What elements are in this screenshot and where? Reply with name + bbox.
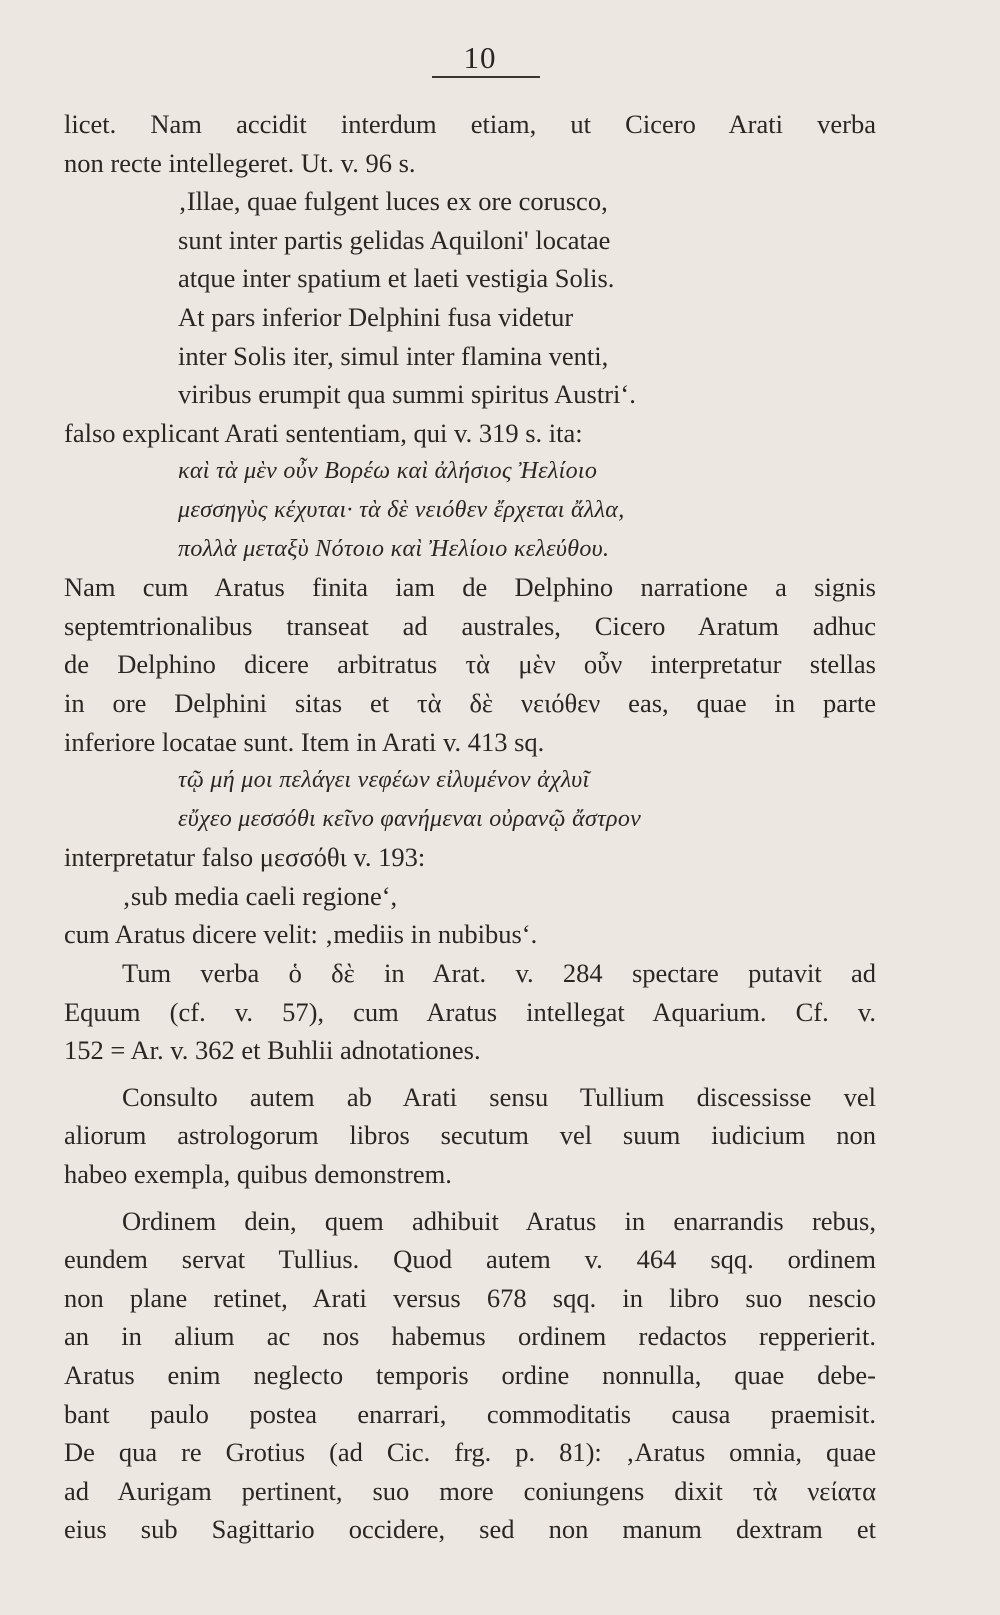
text-line: ‚sub media caeli regione‘,: [122, 880, 398, 911]
text-line: Tum verba ὁ δὲ in Arat. v. 284 spectare putavit ad: [122, 958, 876, 989]
latin-verse-line: inter Solis iter, simul inter flamina venti,: [178, 340, 609, 371]
greek-verse-line: καὶ τὰ μὲν οὖν Βορέω καὶ ἀλήσιος Ἠελίοιο: [178, 458, 598, 485]
paragraph-gap: [64, 1070, 876, 1078]
page-header: [0, 36, 1000, 96]
text-line: Aratus enim neglecto temporis ordine nonnulla, quae debe-: [64, 1360, 876, 1390]
text-line: Nam cum Aratus finita iam de Delphino narratione a signis: [64, 572, 876, 603]
text-line: septemtrionalibus transeat ad australes, Cicero Aratum adhuc: [64, 610, 876, 641]
text-line: licet. Nam accidit interdum etiam, ut Cicero Arati verba: [64, 109, 876, 139]
text-line: inferiore locatae sunt. Item in Arati v. 413 sq.: [64, 726, 545, 757]
text-line: Consulto autem ab Arati sensu Tullium discessisse vel: [122, 1081, 876, 1112]
text-line: cum Aratus dicere velit: ‚mediis in nubibus‘.: [64, 919, 538, 950]
text-line: aliorum astrologorum libros secutum vel suum iudicium non: [64, 1120, 876, 1151]
greek-verse-line: πολλὰ μεταξὺ Νότοιο καὶ Ἠελίοιο κελεύθου.: [178, 535, 610, 562]
text-line: de Delphino dicere arbitratus τὰ μὲν οὖν interpretatur stellas: [64, 649, 876, 680]
page-number: 10: [463, 40, 497, 75]
text-line: De qua re Grotius (ad Cic. frg. p. 81): ‚Aratus omnia, quae: [64, 1437, 876, 1468]
latin-verse-line: atque inter spatium et laeti vestigia Solis.: [178, 263, 615, 294]
header-rule: [432, 76, 540, 78]
greek-verse-line: τῷ μή μοι πελάγει νεφέων εἰλυμένον ἀχλυῖ: [178, 767, 590, 794]
text-line: non recte intellegeret. Ut. v. 96 s.: [64, 147, 416, 178]
text-line: eundem servat Tullius. Quod autem v. 464 sqq. ordinem: [64, 1244, 876, 1275]
greek-verse-line: εὔχεο μεσσόθι κεῖνο φανήμεναι οὐρανῷ ἄστρον: [178, 805, 642, 832]
text-line: eius sub Sagittario occidere, sed non manum dextram et: [64, 1514, 876, 1545]
text-line: bant paulo postea enarrari, commoditatis causa praemisit.: [64, 1398, 876, 1429]
latin-verse-line: viribus erumpit qua summi spiritus Austri‘.: [178, 379, 636, 410]
text-line: Ordinem dein, quem adhibuit Aratus in enarrandis rebus,: [122, 1205, 876, 1236]
text-line: ad Aurigam pertinent, suo more coniungens dixit τὰ νείατα: [64, 1475, 876, 1506]
text-line: falso explicant Arati sententiam, qui v. 319 s. ita:: [64, 417, 583, 448]
text-line: habeo exempla, quibus demonstrem.: [64, 1159, 452, 1190]
text-body: [64, 105, 876, 1549]
text-line: interpretatur falso μεσσόθι v. 193:: [64, 842, 426, 873]
greek-verse-line: μεσσηγὺς κέχυται· τὰ δὲ νειόθεν ἔρχεται ἄλλα,: [178, 496, 625, 523]
paragraph-gap: [64, 1194, 876, 1202]
text-line: an in alium ac nos habemus ordinem redactos repperierit.: [64, 1321, 876, 1352]
latin-verse-line: ‚Illae, quae fulgent luces ex ore corusco,: [178, 186, 608, 217]
latin-verse-line: sunt inter partis gelidas Aquiloni' locatae: [178, 224, 611, 255]
latin-verse-line: At pars inferior Delphini fusa videtur: [178, 301, 574, 332]
text-line: in ore Delphini sitas et τὰ δὲ νειόθεν eas, quae in parte: [64, 687, 876, 718]
text-line: 152 = Ar. v. 362 et Buhlii adnotationes.: [64, 1035, 481, 1066]
text-line: Equum (cf. v. 57), cum Aratus intellegat Aquarium. Cf. v.: [64, 996, 876, 1027]
text-line: non plane retinet, Arati versus 678 sqq. in libro suo nescio: [64, 1282, 876, 1313]
